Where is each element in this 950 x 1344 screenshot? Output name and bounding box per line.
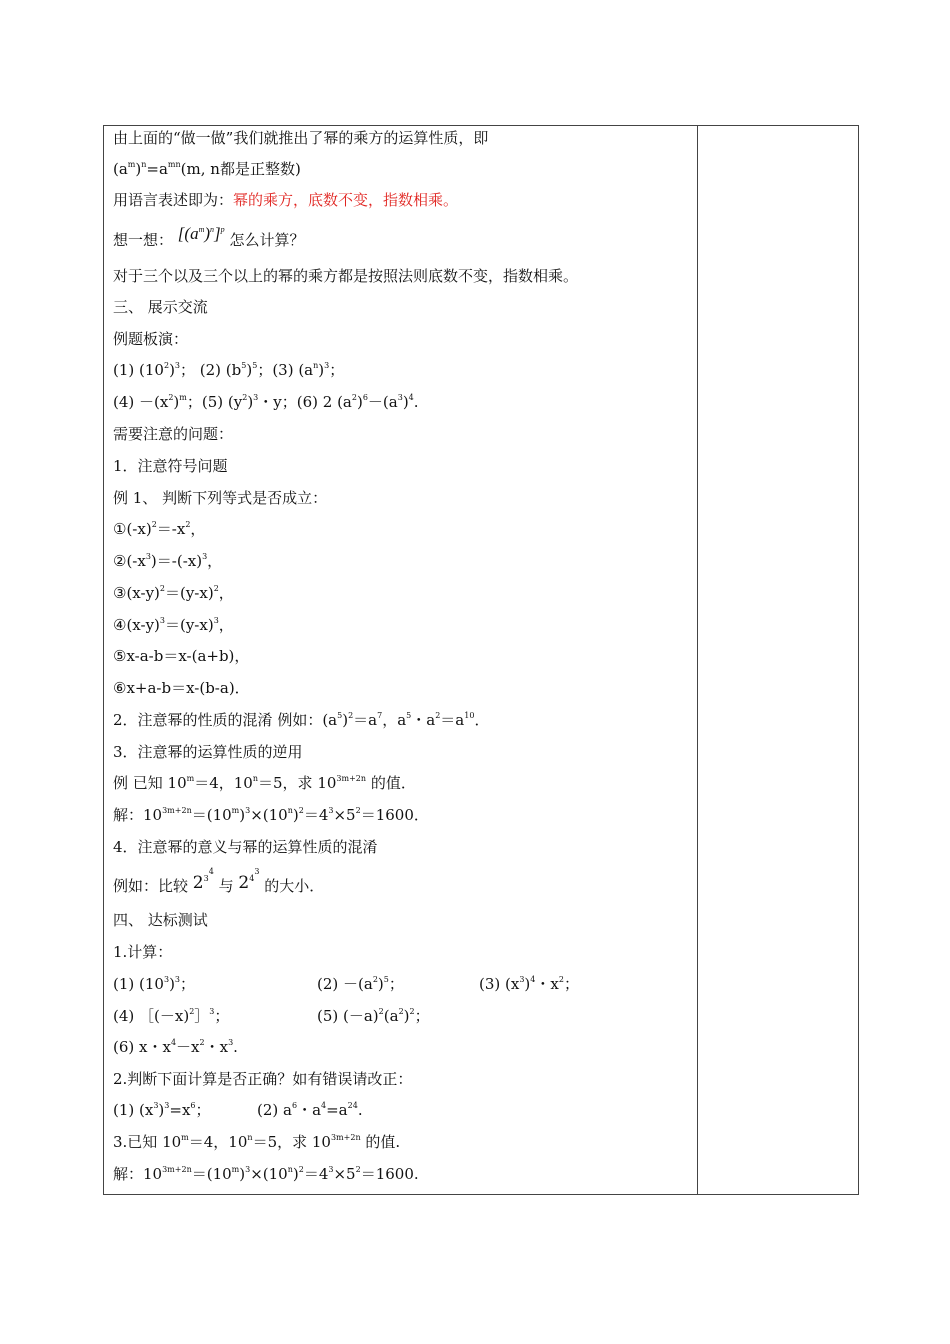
section-heading: 三、 展示交流 xyxy=(113,298,208,316)
equation-item: ⑤x-a-b＝x-(a+b)， xyxy=(113,647,250,665)
text-line: 4．注意幂的意义与幂的运算性质的混淆 xyxy=(113,838,378,856)
text-line: 1．注意符号问题 xyxy=(113,457,228,475)
exercise-item: $(2) -(a^2)^5$； xyxy=(317,975,404,993)
exercise-item: (5) $(-a)^2(a^2)^2$； xyxy=(317,1007,430,1025)
text-line: 对于三个以及三个以上的幂的乘方都是按照法则底数不变，指数相乘。 xyxy=(113,267,579,285)
text-line: 例 已知 $10^m=4$，$10^n=5$，求 $10^{3m+2n}$ 的值． xyxy=(113,774,416,792)
formula-2-3-4: $2^{3^4}$ xyxy=(192,867,214,893)
text-line: 3.已知 $10^m=4$，$10^n=5$，求 $10^{3m+2n}$ 的值. xyxy=(113,1133,401,1151)
equation-item: $④(x-y)^3=(y-x)^3$， xyxy=(113,616,234,634)
exercise-row: (6) x・$x^4-x^2$・$x^3$. xyxy=(113,1038,238,1056)
text-segment: 怎么计算？ xyxy=(229,231,305,249)
text-line xyxy=(113,867,325,896)
formula-line: $(a^m)^n=a^{mn}(m$, n都是正整数) xyxy=(113,160,301,178)
formula-2-4-3: $2^{4^3}$ xyxy=(238,867,260,893)
text-segment: 用语言表述即为： xyxy=(113,191,234,209)
text-line: 2．注意幂的性质的混淆 例如：$(a^5)^2=a^7$，$a^5$・$a^2=a^{10}$． xyxy=(113,711,490,729)
text-line xyxy=(113,224,305,250)
text-line: 由上面的“做一做”我们就推出了幂的乘方的运算性质，即 xyxy=(113,129,489,147)
text-line: 需要注意的问题： xyxy=(113,425,234,443)
equation-item: $③(x-y)^2=(y-x)^2$， xyxy=(113,584,234,602)
equation-item: ⑥x+a-b＝x-(b-a)． xyxy=(113,679,250,697)
equation-item: $②(-x^3)=-(-x)^3$， xyxy=(113,552,223,570)
text-line: 3．注意幂的运算性质的逆用 xyxy=(113,743,303,761)
exercise-row xyxy=(113,1100,673,1120)
equation-item: $①(-x)^2=-x^2$， xyxy=(113,520,206,538)
formula: $[(a^m)^n]^p$ xyxy=(177,224,225,243)
text-line: 1.计算： xyxy=(113,943,173,961)
text-line: 解：$10^{3m+2n}=(10^m)^3\times(10^n)^2=4^3\times 5^2=1600$． xyxy=(113,806,429,824)
exercise-item: (1) $(x^3)^3=x^6$； xyxy=(113,1101,211,1119)
exercise-item: (2) $a^6$・$a^4=a^{24}$. xyxy=(257,1101,363,1119)
highlight-rule: 幂的乘方，底数不变，指数相乘。 xyxy=(233,191,459,209)
text-segment: 与 xyxy=(218,877,234,895)
exercise-line: (1) $(10^2)^3$； (2) $(b^5)^5$；(3) $(a^n)^3$； xyxy=(113,361,345,379)
exercise-item: (1) $(10^3)^3$； xyxy=(113,975,196,993)
text-line: 解：$10^{3m+2n}=(10^m)^3\times(10^n)^2=4^3\times 5^2=1600$. xyxy=(113,1165,419,1183)
text-segment: 例如：比较 xyxy=(113,877,189,895)
exercise-item: (4) $[(-x)^2]^3$； xyxy=(113,1007,230,1025)
section-heading: 四、 达标测试 xyxy=(113,911,208,929)
column-divider xyxy=(697,125,698,1195)
exercise-line: $(4) -(x^2)^m$；(5) $(y^2)^3$・y；(6) 2 $(a^2)^6-(a^3)^4$. xyxy=(113,393,419,411)
text-line xyxy=(113,190,458,210)
exercise-item: (3) $(x^3)^4$・$x^2$； xyxy=(479,975,579,993)
exercise-row xyxy=(113,1006,673,1026)
text-line: 2.判断下面计算是否正确？如有错误请改正： xyxy=(113,1070,413,1088)
text-line: 例题板演： xyxy=(113,330,189,348)
text-line: 例 1、 判断下列等式是否成立： xyxy=(113,489,328,507)
exercise-row xyxy=(113,974,673,994)
text-segment: 想一想： xyxy=(113,231,174,249)
text-segment: 的大小． xyxy=(264,877,325,895)
